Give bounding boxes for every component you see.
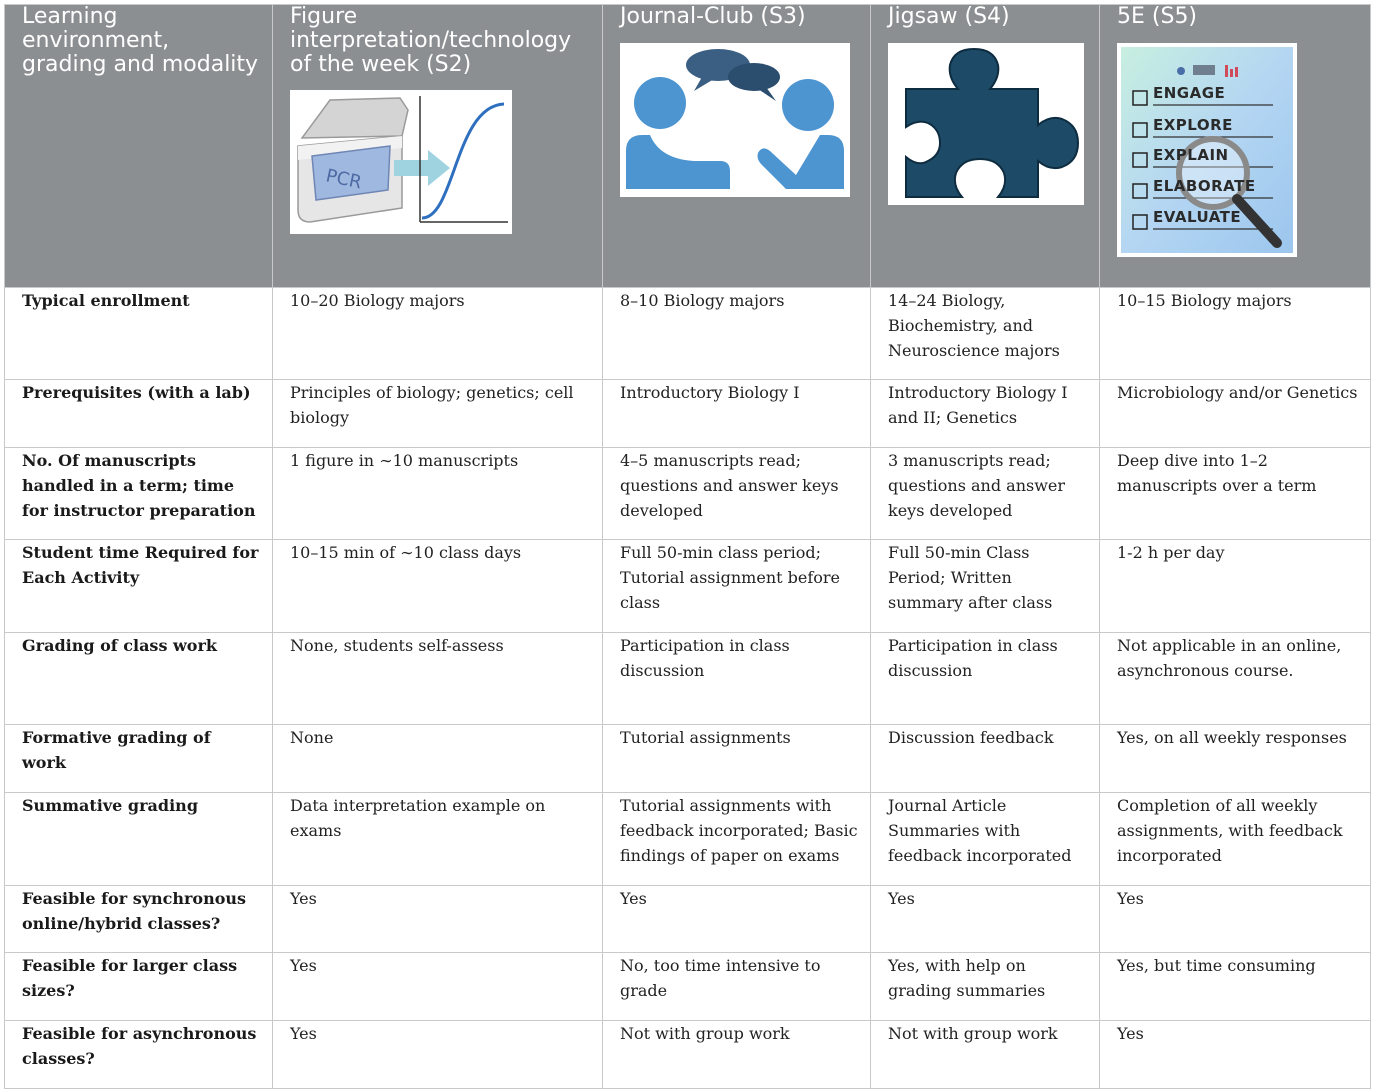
table-cell: Tutorial assignments with feedback incorporated; Basic findings of paper on exams xyxy=(603,793,871,886)
row-header: No. Of manuscripts handled in a term; time for instructor preparation xyxy=(5,448,273,540)
table-cell: Tutorial assignments xyxy=(603,725,871,793)
table-cell: Participation in class discussion xyxy=(871,633,1100,725)
header-row xyxy=(5,5,1371,288)
row-header: Prerequisites (with a lab) xyxy=(5,380,273,448)
table-row xyxy=(5,288,1371,380)
5e-step-evaluate: EVALUATE xyxy=(1153,208,1242,226)
header-figure-interpretation: Figure interpretation/technology of the week (S2) PCR xyxy=(273,5,603,288)
table-cell: Yes, with help on grading summaries xyxy=(871,953,1100,1021)
header-jigsaw: Jigsaw (S4) xyxy=(871,5,1100,288)
header-journal-club: Journal-Club (S3) xyxy=(603,5,871,288)
row-header: Grading of class work xyxy=(5,633,273,725)
table-cell: Yes xyxy=(603,886,871,953)
table-cell: Data interpretation example on exams xyxy=(273,793,603,886)
table-cell: Not with group work xyxy=(603,1021,871,1089)
table-cell: Discussion feedback xyxy=(871,725,1100,793)
table-cell: Yes, on all weekly responses xyxy=(1100,725,1371,793)
discussion-icon xyxy=(620,43,850,197)
header-learning-environment: Learning environment, grading and modality xyxy=(5,5,273,288)
table-cell: 3 manuscripts read; questions and answer keys developed xyxy=(871,448,1100,540)
table-cell: Yes xyxy=(1100,886,1371,953)
table-row xyxy=(5,633,1371,725)
pcr-label: PCR xyxy=(324,165,364,194)
row-header: Typical enrollment xyxy=(5,288,273,380)
table-cell: Not applicable in an online, asynchronous course. xyxy=(1100,633,1371,725)
row-header: Feasible for asynchronous classes? xyxy=(5,1021,273,1089)
row-header: Feasible for synchronous online/hybrid classes? xyxy=(5,886,273,953)
table-cell: Not with group work xyxy=(871,1021,1100,1089)
table-cell: Deep dive into 1–2 manuscripts over a term xyxy=(1100,448,1371,540)
table-cell: 1 figure in ∼10 manuscripts xyxy=(273,448,603,540)
table-row xyxy=(5,448,1371,540)
puzzle-piece-icon xyxy=(888,43,1084,205)
table-cell: 4–5 manuscripts read; questions and answer keys developed xyxy=(603,448,871,540)
table-cell: Completion of all weekly assignments, with feedback incorporated xyxy=(1100,793,1371,886)
5e-step-elaborate: ELABORATE xyxy=(1153,177,1256,195)
table-cell: 10–15 min of ∼10 class days xyxy=(273,540,603,633)
table-cell: Yes xyxy=(1100,1021,1371,1089)
comparison-table xyxy=(4,4,1371,1089)
table-cell: 8–10 Biology majors xyxy=(603,288,871,380)
table-row xyxy=(5,380,1371,448)
row-header: Summative grading xyxy=(5,793,273,886)
table-cell: None xyxy=(273,725,603,793)
5e-checklist-image xyxy=(1117,43,1297,257)
table-cell: Yes xyxy=(273,953,603,1021)
table-cell: 10–15 Biology majors xyxy=(1100,288,1371,380)
table-cell: Introductory Biology I xyxy=(603,380,871,448)
table-cell: No, too time intensive to grade xyxy=(603,953,871,1021)
table-cell: Full 50-min class period; Tutorial assignment before class xyxy=(603,540,871,633)
table-cell: Yes, but time consuming xyxy=(1100,953,1371,1021)
table-cell: Yes xyxy=(871,886,1100,953)
5e-step-engage: ENGAGE xyxy=(1153,84,1226,102)
pcr-machine-image xyxy=(290,90,512,234)
5e-step-explain: EXPLAIN xyxy=(1153,146,1229,164)
table-row xyxy=(5,886,1371,953)
table-cell: Yes xyxy=(273,1021,603,1089)
table-cell: 1-2 h per day xyxy=(1100,540,1371,633)
table-cell: Principles of biology; genetics; cell biology xyxy=(273,380,603,448)
table-row xyxy=(5,540,1371,633)
table-cell: Participation in class discussion xyxy=(603,633,871,725)
table-cell: Yes xyxy=(273,886,603,953)
table-cell: Microbiology and/or Genetics xyxy=(1100,380,1371,448)
table-cell: 10–20 Biology majors xyxy=(273,288,603,380)
table-row xyxy=(5,725,1371,793)
table-row xyxy=(5,1021,1371,1089)
table-cell: Journal Article Summaries with feedback incorporated xyxy=(871,793,1100,886)
row-header: Formative grading of work xyxy=(5,725,273,793)
table-cell: Full 50-min Class Period; Written summary after class xyxy=(871,540,1100,633)
table-row xyxy=(5,953,1371,1021)
5e-step-explore: EXPLORE xyxy=(1153,116,1233,134)
row-header: Student time Required for Each Activity xyxy=(5,540,273,633)
table-cell: 14–24 Biology, Biochemistry, and Neuroscience majors xyxy=(871,288,1100,380)
table-row xyxy=(5,793,1371,886)
table-cell: Introductory Biology I and II; Genetics xyxy=(871,380,1100,448)
header-5e: 5E (S5) ENGAGE EXPLORE EXPLAIN ELABORATE EVALUATE xyxy=(1100,5,1371,288)
row-header: Feasible for larger class sizes? xyxy=(5,953,273,1021)
table-cell: None, students self-assess xyxy=(273,633,603,725)
